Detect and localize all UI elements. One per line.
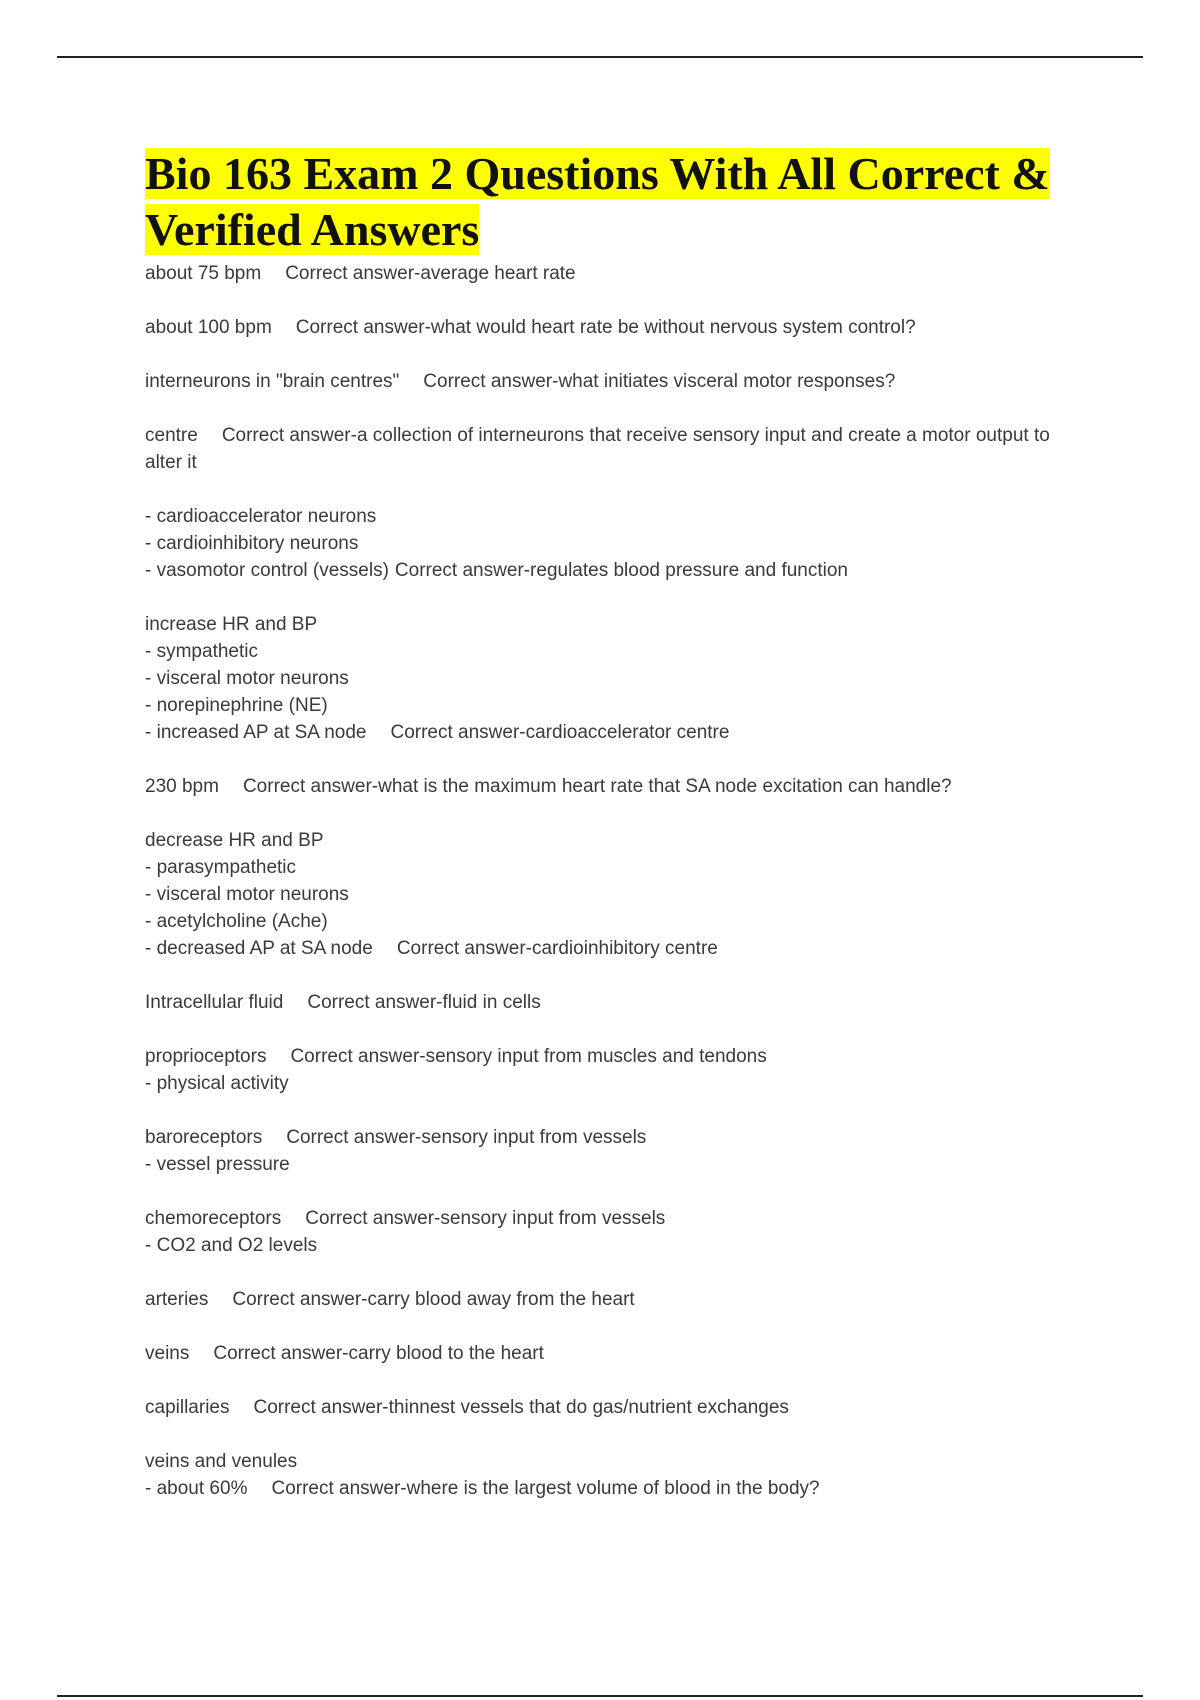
qa-entry bbox=[145, 1043, 1065, 1097]
qa-term: - about 60% bbox=[145, 1478, 248, 1499]
qa-entry-line: - visceral motor neurons bbox=[145, 884, 349, 905]
qa-entry-main-line bbox=[145, 1340, 1065, 1367]
qa-answer: Correct answer-regulates blood pressure and function bbox=[394, 560, 848, 581]
qa-entry bbox=[145, 773, 1065, 800]
qa-entry-main-line bbox=[145, 1286, 1065, 1313]
footer-rule bbox=[57, 1695, 1143, 1697]
qa-answer: Correct answer-carry blood away from the heart bbox=[232, 1289, 635, 1310]
qa-term: veins bbox=[145, 1343, 190, 1364]
qa-entry-line: increase HR and BP bbox=[145, 614, 318, 635]
qa-entry bbox=[145, 1286, 1065, 1313]
qa-entry-main-line bbox=[145, 557, 1065, 584]
qa-entry-main-line bbox=[145, 773, 1065, 800]
qa-entry-line: - sympathetic bbox=[145, 641, 258, 662]
qa-entry-line: decrease HR and BP bbox=[145, 830, 324, 851]
qa-entry-main-line bbox=[145, 1124, 1065, 1151]
header-rule bbox=[57, 56, 1143, 58]
qa-term: centre bbox=[145, 425, 198, 446]
qa-term: proprioceptors bbox=[145, 1046, 267, 1067]
qa-term: - decreased AP at SA node bbox=[145, 938, 373, 959]
qa-entry-main-line bbox=[145, 719, 1065, 746]
qa-answer: Correct answer-what is the maximum heart rate that SA node excitation can handle? bbox=[242, 776, 952, 797]
qa-term: arteries bbox=[145, 1289, 209, 1310]
qa-entry-line: - norepinephrine (NE) bbox=[145, 695, 328, 716]
qa-entry-main-line bbox=[145, 422, 1065, 476]
qa-entry bbox=[145, 260, 1065, 287]
qa-entry bbox=[145, 314, 1065, 341]
qa-entry bbox=[145, 989, 1065, 1016]
qa-entry-main-line bbox=[145, 1205, 1065, 1232]
qa-answer: Correct answer-fluid in cells bbox=[307, 992, 541, 1013]
qa-entry-line: - cardioaccelerator neurons bbox=[145, 506, 377, 527]
qa-entry bbox=[145, 611, 1065, 746]
qa-entry bbox=[145, 1448, 1065, 1502]
qa-answer: Correct answer-where is the largest volume of blood in the body? bbox=[271, 1478, 820, 1499]
qa-entry bbox=[145, 1340, 1065, 1367]
qa-entry-main-line bbox=[145, 260, 1065, 287]
qa-answer: Correct answer-a collection of interneurons that receive sensory input and create a motor output to alter it bbox=[145, 425, 1056, 473]
qa-answer: Correct answer-what would heart rate be without nervous system control? bbox=[295, 317, 916, 338]
qa-entry-line: - parasympathetic bbox=[145, 857, 297, 878]
qa-answer: Correct answer-cardioinhibitory centre bbox=[396, 938, 718, 959]
qa-entry-main-line bbox=[145, 368, 1065, 395]
document-title bbox=[145, 146, 1065, 258]
qa-answer: Correct answer-sensory input from vessels bbox=[286, 1127, 647, 1148]
qa-entry-line: - visceral motor neurons bbox=[145, 668, 349, 689]
qa-answer: Correct answer-carry blood to the heart bbox=[213, 1343, 544, 1364]
qa-entry bbox=[145, 1124, 1065, 1178]
qa-entry-line: - vessel pressure bbox=[145, 1154, 290, 1175]
qa-term: 230 bpm bbox=[145, 776, 219, 797]
qa-term: baroreceptors bbox=[145, 1127, 263, 1148]
qa-entry-line: veins and venules bbox=[145, 1451, 298, 1472]
qa-answer: Correct answer-average heart rate bbox=[285, 263, 576, 284]
qa-entry-main-line bbox=[145, 314, 1065, 341]
qa-term: about 75 bpm bbox=[145, 263, 262, 284]
qa-term: - vasomotor control (vessels) bbox=[145, 560, 389, 581]
qa-entry bbox=[145, 422, 1065, 476]
qa-answer: Correct answer-cardioaccelerator centre bbox=[390, 722, 730, 743]
qa-term: capillaries bbox=[145, 1397, 230, 1418]
qa-entry-main-line bbox=[145, 1394, 1065, 1421]
qa-entry bbox=[145, 1205, 1065, 1259]
qa-list bbox=[145, 260, 1065, 1502]
qa-entry-main-line bbox=[145, 1043, 1065, 1070]
qa-answer: Correct answer-sensory input from vessels bbox=[305, 1208, 666, 1229]
qa-entry-main-line bbox=[145, 989, 1065, 1016]
qa-term: Intracellular fluid bbox=[145, 992, 284, 1013]
qa-entry-line: - acetylcholine (Ache) bbox=[145, 911, 328, 932]
qa-entry bbox=[145, 368, 1065, 395]
qa-entry-main-line bbox=[145, 935, 1065, 962]
qa-entry bbox=[145, 827, 1065, 962]
qa-entry bbox=[145, 503, 1065, 584]
qa-entry-main-line bbox=[145, 1475, 1065, 1502]
title-highlight: Bio 163 Exam 2 Questions With All Correct & Verified Answers bbox=[145, 148, 1050, 255]
qa-entry-line: - physical activity bbox=[145, 1073, 289, 1094]
document-body bbox=[145, 146, 1065, 1529]
qa-entry bbox=[145, 1394, 1065, 1421]
qa-term: chemoreceptors bbox=[145, 1208, 282, 1229]
qa-term: about 100 bpm bbox=[145, 317, 272, 338]
qa-term: - increased AP at SA node bbox=[145, 722, 367, 743]
qa-answer: Correct answer-thinnest vessels that do gas/nutrient exchanges bbox=[253, 1397, 789, 1418]
qa-term: interneurons in "brain centres" bbox=[145, 371, 400, 392]
qa-answer: Correct answer-sensory input from muscles and tendons bbox=[290, 1046, 767, 1067]
qa-entry-line: - CO2 and O2 levels bbox=[145, 1235, 318, 1256]
qa-entry-line: - cardioinhibitory neurons bbox=[145, 533, 359, 554]
qa-answer: Correct answer-what initiates visceral motor responses? bbox=[423, 371, 896, 392]
